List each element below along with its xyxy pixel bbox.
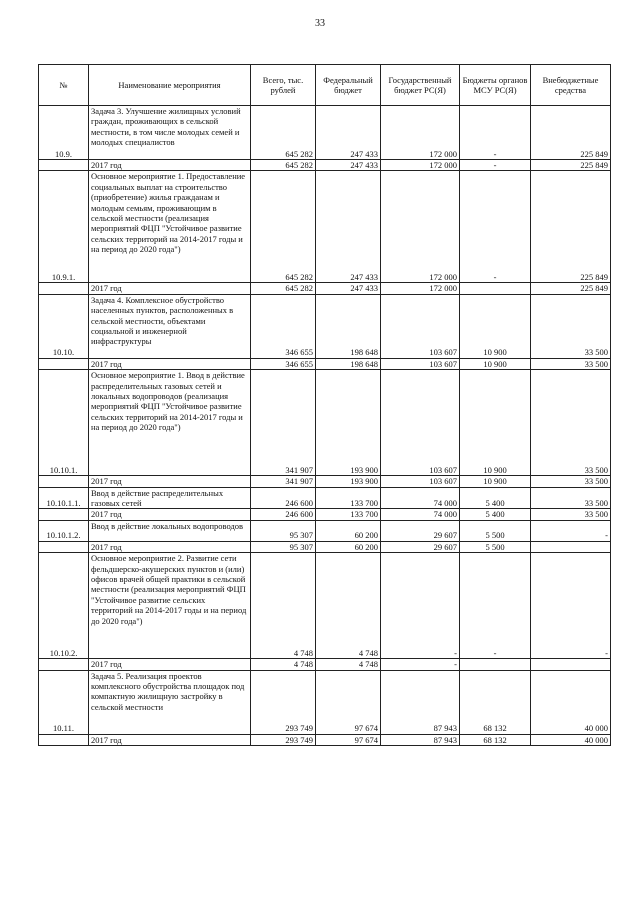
row-name: Задача 4. Комплексное обустройство населенных пунктов, расположенных в сельской местности, объектами социальной и инженерной инфраструктуры [89, 294, 251, 358]
row-state: 103 607 [381, 476, 460, 487]
row-extra: 225 849 [531, 106, 611, 160]
row-state: 172 000 [381, 160, 460, 171]
row-msu [460, 283, 531, 294]
row-total: 346 655 [251, 294, 316, 358]
row-msu: - [460, 553, 531, 659]
row-extra: 225 849 [531, 171, 611, 283]
header-msu: Бюджеты органов МСУ РС(Я) [460, 65, 531, 106]
row-state: 87 943 [381, 670, 460, 734]
row-num: 10.10.1.2. [39, 520, 89, 541]
row-federal: 4 748 [316, 553, 381, 659]
table-row [39, 171, 611, 283]
row-state: 103 607 [381, 370, 460, 476]
table-row [39, 541, 611, 552]
row-federal: 247 433 [316, 160, 381, 171]
row-total: 645 282 [251, 171, 316, 283]
table-row [39, 670, 611, 734]
row-num: 10.10.1. [39, 370, 89, 476]
table-row [39, 370, 611, 476]
row-num: 10.9. [39, 106, 89, 160]
row-msu: - [460, 106, 531, 160]
row-num [39, 476, 89, 487]
table-row [39, 106, 611, 160]
row-extra: 40 000 [531, 670, 611, 734]
row-num: 10.10.1.1. [39, 487, 89, 509]
row-msu: - [460, 171, 531, 283]
row-msu: 10 900 [460, 370, 531, 476]
table-row [39, 520, 611, 541]
row-msu: 68 132 [460, 670, 531, 734]
row-federal: 97 674 [316, 670, 381, 734]
row-num: 10.9.1. [39, 171, 89, 283]
row-federal: 198 648 [316, 294, 381, 358]
row-num [39, 541, 89, 552]
row-extra: - [531, 520, 611, 541]
row-msu: 10 900 [460, 294, 531, 358]
row-federal: 247 433 [316, 283, 381, 294]
row-msu: - [460, 160, 531, 171]
row-num [39, 358, 89, 369]
row-name: Ввод в действие распределительных газовых сетей [89, 487, 251, 509]
header-total: Всего, тыс. рублей [251, 65, 316, 106]
row-state: 29 607 [381, 520, 460, 541]
table-body [39, 106, 611, 746]
row-total: 246 600 [251, 509, 316, 520]
row-total: 341 907 [251, 476, 316, 487]
row-msu: 5 400 [460, 487, 531, 509]
row-num [39, 734, 89, 745]
row-num [39, 283, 89, 294]
row-state: 29 607 [381, 541, 460, 552]
row-name: Основное мероприятие 1. Предоставление социальных выплат на строительство (приобретение) жилья гражданам и молодым семьям, проживающим в сельской местности (реализация мероприятий ФЦП "Устойчивое развитие сельских территорий на 2014-2017 годы и на период до 2020 года") [89, 171, 251, 283]
row-name: 2017 год [89, 734, 251, 745]
row-name: 2017 год [89, 476, 251, 487]
row-total: 246 600 [251, 487, 316, 509]
row-total: 346 655 [251, 358, 316, 369]
row-state: - [381, 553, 460, 659]
row-num: 10.11. [39, 670, 89, 734]
row-federal: 4 748 [316, 659, 381, 670]
row-state: 103 607 [381, 294, 460, 358]
row-name: Основное мероприятие 1. Ввод в действие распределительных газовых сетей и локальных водопроводов (реализация мероприятий ФЦП "Устойчивое развитие сельских территорий на 2014-2017 годы и на период до 2020 года") [89, 370, 251, 476]
header-name: Наименование мероприятия [89, 65, 251, 106]
row-federal: 97 674 [316, 734, 381, 745]
row-federal: 60 200 [316, 520, 381, 541]
row-total: 645 282 [251, 283, 316, 294]
row-name: Ввод в действие локальных водопроводов [89, 520, 251, 541]
table-row [39, 509, 611, 520]
row-extra: 33 500 [531, 476, 611, 487]
row-state: 74 000 [381, 509, 460, 520]
row-state: 172 000 [381, 106, 460, 160]
page-number: 33 [315, 18, 325, 29]
row-extra: 40 000 [531, 734, 611, 745]
row-state: - [381, 659, 460, 670]
row-extra [531, 541, 611, 552]
header-extra: Внебюджетные средства [531, 65, 611, 106]
table-row [39, 659, 611, 670]
header-federal: Федеральный бюджет [316, 65, 381, 106]
table-row [39, 283, 611, 294]
row-num: 10.10. [39, 294, 89, 358]
row-federal: 193 900 [316, 370, 381, 476]
row-msu: 5 500 [460, 541, 531, 552]
row-federal: 247 433 [316, 106, 381, 160]
row-name: 2017 год [89, 160, 251, 171]
row-total: 95 307 [251, 541, 316, 552]
row-extra [531, 659, 611, 670]
header-num: № [39, 65, 89, 106]
row-extra: - [531, 553, 611, 659]
row-msu: 5 500 [460, 520, 531, 541]
table-row [39, 160, 611, 171]
row-state: 87 943 [381, 734, 460, 745]
row-msu: 10 900 [460, 358, 531, 369]
row-extra: 33 500 [531, 294, 611, 358]
row-name: 2017 год [89, 541, 251, 552]
row-num [39, 509, 89, 520]
row-name: 2017 год [89, 283, 251, 294]
row-federal: 133 700 [316, 487, 381, 509]
row-total: 4 748 [251, 553, 316, 659]
budget-table [38, 64, 611, 746]
row-state: 172 000 [381, 171, 460, 283]
row-msu [460, 659, 531, 670]
row-num [39, 160, 89, 171]
row-extra: 33 500 [531, 358, 611, 369]
table-row [39, 358, 611, 369]
table-row [39, 476, 611, 487]
row-extra: 225 849 [531, 283, 611, 294]
row-num: 10.10.2. [39, 553, 89, 659]
row-total: 293 749 [251, 670, 316, 734]
row-state: 172 000 [381, 283, 460, 294]
row-state: 74 000 [381, 487, 460, 509]
row-extra: 33 500 [531, 370, 611, 476]
row-name: 2017 год [89, 358, 251, 369]
row-msu: 68 132 [460, 734, 531, 745]
row-total: 4 748 [251, 659, 316, 670]
row-extra: 33 500 [531, 487, 611, 509]
row-total: 645 282 [251, 106, 316, 160]
row-name: Задача 3. Улучшение жилищных условий граждан, проживающих в сельской местности, в том числе молодых семей и молодых специалистов [89, 106, 251, 160]
row-federal: 193 900 [316, 476, 381, 487]
row-num [39, 659, 89, 670]
row-name: Задача 5. Реализация проектов комплексного обустройства площадок под компактную жилищную застройку в сельской местности [89, 670, 251, 734]
row-msu: 10 900 [460, 476, 531, 487]
row-federal: 247 433 [316, 171, 381, 283]
header-state: Государственный бюджет РС(Я) [381, 65, 460, 106]
table-row [39, 487, 611, 509]
row-total: 645 282 [251, 160, 316, 171]
row-total: 293 749 [251, 734, 316, 745]
table-row [39, 294, 611, 358]
table-row [39, 553, 611, 659]
row-total: 341 907 [251, 370, 316, 476]
row-extra: 33 500 [531, 509, 611, 520]
table-header-row [39, 65, 611, 106]
row-federal: 198 648 [316, 358, 381, 369]
table-row [39, 734, 611, 745]
row-name: Основное мероприятие 2. Развитие сети фельдшерско-акушерских пунктов и (или) офисов врачей общей практики в сельской местности (реализация мероприятий ФЦП "Устойчивое развитие сельских территорий на 2014-2017 годы и на период до 2020 года") [89, 553, 251, 659]
row-state: 103 607 [381, 358, 460, 369]
row-federal: 60 200 [316, 541, 381, 552]
row-msu: 5 400 [460, 509, 531, 520]
row-total: 95 307 [251, 520, 316, 541]
row-extra: 225 849 [531, 160, 611, 171]
row-name: 2017 год [89, 509, 251, 520]
row-federal: 133 700 [316, 509, 381, 520]
row-name: 2017 год [89, 659, 251, 670]
